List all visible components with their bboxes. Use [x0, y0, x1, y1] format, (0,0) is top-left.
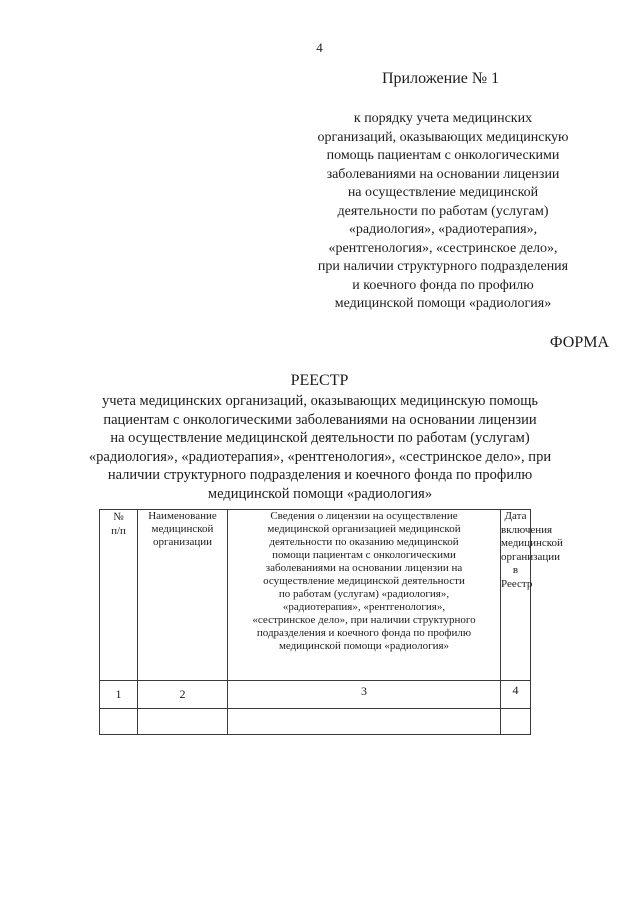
header-date-line: организации — [501, 550, 561, 563]
column-number: 4 — [501, 681, 531, 709]
appendix-note-line: организаций, оказывающих медицинскую — [317, 129, 569, 145]
header-license-line: «радиотерапия», «рентгенология», — [282, 601, 446, 613]
table-row — [100, 709, 531, 735]
header-license-line: осуществление медицинской деятельности — [263, 575, 465, 587]
header-org-name-line: организации — [152, 536, 213, 548]
header-license-line: подразделения и коечного фонда по профилю — [256, 627, 472, 639]
registry-subtitle-line: учета медицинских организаций, оказывающих медицинскую помощь — [101, 393, 539, 409]
registry-subtitle-line: на осуществление медицинской деятельности по работам (услугам) — [110, 430, 530, 446]
header-org-name — [138, 510, 228, 681]
table-cell — [100, 709, 138, 735]
header-org-name-line: Наименование — [148, 510, 217, 522]
header-inclusion-date — [501, 510, 563, 681]
registry-subtitle — [70, 392, 570, 503]
registry-subtitle-line: пациентам с онкологическими заболеваниями на основании лицензии — [103, 411, 537, 428]
header-license-line: Сведения о лицензии на осуществление — [270, 510, 458, 522]
appendix-note-line: и коечного фонда по профилю — [352, 277, 534, 293]
column-number: 1 — [100, 681, 138, 709]
column-number: 2 — [138, 681, 228, 709]
column-number: 3 — [228, 681, 501, 709]
header-date-line: в Реестр — [501, 564, 533, 590]
table-cell — [501, 709, 531, 735]
header-license-line: деятельности по оказанию медицинской — [269, 536, 459, 548]
header-org-name-line: медицинской — [151, 523, 214, 535]
header-number-line: п/п — [111, 525, 126, 537]
registry-title: РЕЕСТР — [290, 372, 349, 389]
registry-subtitle-line: «радиология», «радиотерапия», «рентгенология», «сестринское дело», при — [88, 448, 552, 465]
header-date-line: Дата — [504, 510, 527, 522]
header-date-line: включения — [501, 523, 553, 536]
header-number-line: № — [113, 511, 124, 523]
registry-subtitle-line: медицинской помощи «радиология» — [207, 485, 433, 502]
header-license-line: помощи пациентам с онкологическими — [272, 549, 456, 561]
appendix-note-line: на осуществление медицинской — [347, 185, 539, 200]
header-license-line: по работам (услугам) «радиология», — [278, 588, 450, 600]
table-cell — [138, 709, 228, 735]
header-license-info — [228, 510, 501, 681]
appendix-note-line: при наличии структурного подразделения — [317, 259, 569, 274]
registry-table — [99, 509, 563, 735]
appendix-note-line: «рентгенология», «сестринское дело», — [328, 240, 558, 256]
appendix-title: Приложение № 1 — [382, 70, 500, 87]
header-license-line: «сестринское дело», при наличии структурного — [252, 614, 476, 626]
page-number: 4 — [316, 40, 323, 55]
header-number — [100, 510, 138, 681]
appendix-note-line: деятельности по работам (услугам) — [337, 203, 549, 219]
appendix-note — [298, 110, 588, 314]
table-cell — [228, 709, 501, 735]
appendix-note-line: к порядку учета медицинских — [353, 111, 533, 126]
registry-subtitle-line: наличии структурного подразделения и коечного фонда по профилю — [107, 467, 533, 483]
table-header-row — [100, 510, 531, 681]
header-license-line: медицинской организацией медицинской — [267, 523, 461, 535]
appendix-note-line: помощь пациентам с онкологическими — [326, 148, 560, 163]
appendix-note-line: «радиология», «радиотерапия», — [348, 222, 538, 237]
appendix-note-line: медицинской помощи «радиология» — [334, 296, 552, 311]
header-date-line: медицинской — [501, 537, 563, 549]
form-label: ФОРМА — [549, 334, 609, 351]
header-license-line: заболеваниями на основании лицензии на — [265, 562, 463, 574]
appendix-note-line: заболеваниями на основании лицензии — [326, 166, 560, 182]
column-number-row — [100, 681, 531, 709]
header-license-line: медицинской помощи «радиология» — [278, 640, 450, 652]
